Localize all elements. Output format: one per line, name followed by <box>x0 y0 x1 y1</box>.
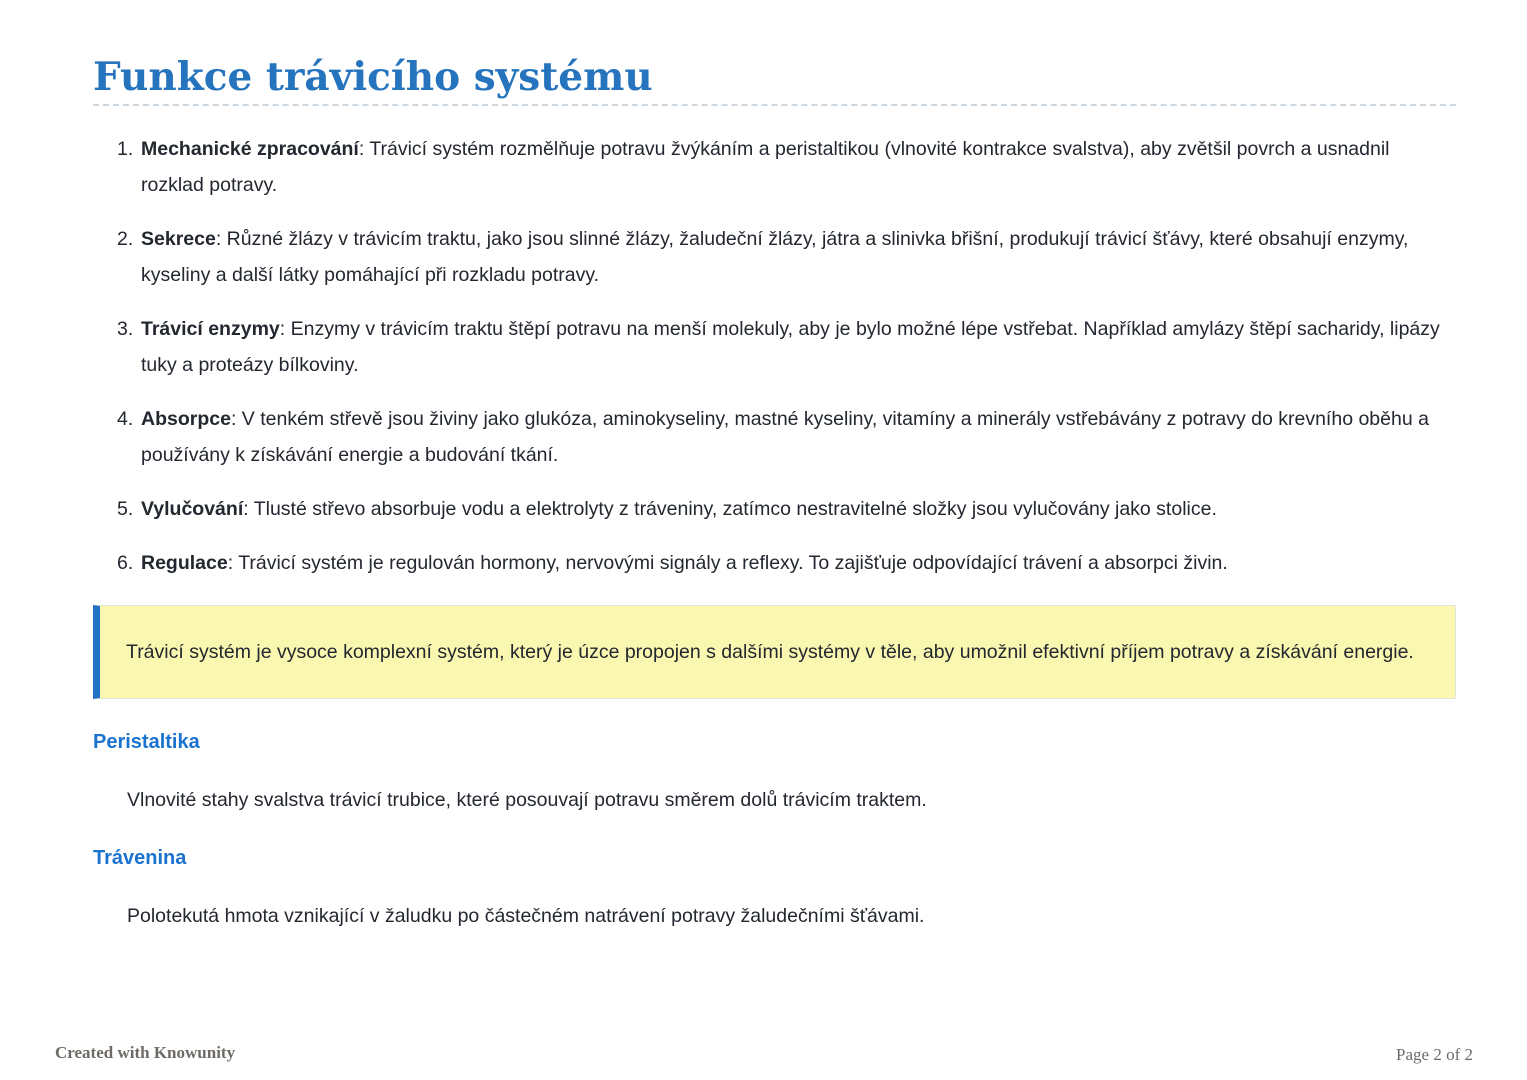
numbered-list <box>93 131 1456 581</box>
list-item-term: Mechanické zpracování <box>141 138 359 160</box>
list-item <box>117 221 1456 293</box>
list-item <box>117 311 1456 383</box>
list-item-number: 6. <box>117 552 134 574</box>
list-item-term: Regulace <box>141 552 228 574</box>
section-text: Vlnovité stahy svalstva trávicí trubice, které posouvají potravu směrem dolů trávicím traktem. <box>127 789 927 811</box>
section-heading-peristaltika: Peristaltika <box>93 731 200 753</box>
list-item-term: Sekrece <box>141 228 216 250</box>
list-item-number: 3. <box>117 318 134 340</box>
list-item-number: 4. <box>117 408 134 430</box>
term-separator: : <box>230 408 242 430</box>
list-item-term: Trávicí enzymy <box>141 318 280 340</box>
list-item-number: 1. <box>117 138 134 160</box>
list-item-body: Trávicí systém je regulován hormony, nervovými signály a reflexy. To zajišťuje odpovídající trávení a absorpci živin. <box>238 552 1228 574</box>
term-separator: : <box>279 318 291 340</box>
list-item-term: Vylučování <box>141 498 244 520</box>
section-heading-travenina: Trávenina <box>93 847 187 869</box>
list-item-text <box>141 131 1456 203</box>
list-item <box>117 491 1456 527</box>
list-item-text <box>141 311 1456 383</box>
list-item <box>117 545 1456 581</box>
term-separator: : <box>215 228 227 250</box>
list-item-text <box>141 401 1456 473</box>
section-text: Polotekutá hmota vznikající v žaludku po částečném natrávení potravy žaludečními šťávami. <box>127 905 925 927</box>
list-item-body: Tlusté střevo absorbuje vodu a elektrolyty z tráveniny, zatímco nestravitelné složky jsou vylučovány jako stolice. <box>253 498 1217 520</box>
list-item <box>117 401 1456 473</box>
list-item <box>117 131 1456 203</box>
term-separator: : <box>243 498 254 520</box>
list-item-body: Trávicí systém rozmělňuje potravu žvýkáním a peristaltikou (vlnovité kontrakce svalstva), aby zvětšil povrch a usnadnil rozklad potravy. <box>141 138 1390 196</box>
footer-branding: Created with Knowunity <box>55 1043 236 1062</box>
list-item-number: 2. <box>117 228 134 250</box>
list-item-term: Absorpce <box>141 408 231 430</box>
page-title: Funkce trávicího systému <box>93 55 1456 106</box>
list-item-text <box>141 491 1217 527</box>
list-item-number: 5. <box>117 498 134 520</box>
list-item-body: Enzymy v trávicím traktu štěpí potravu na menší molekuly, aby je bylo možné lépe vstřebat. Například amylázy štěpí sacharidy, lipázy tuky a proteázy bílkoviny. <box>141 318 1440 376</box>
footer-page-number: Page 2 of 2 <box>1396 1045 1473 1064</box>
list-item-text <box>141 221 1456 293</box>
list-item-text <box>141 545 1228 581</box>
term-separator: : <box>227 552 239 574</box>
list-item-body: V tenkém střevě jsou živiny jako glukóza, aminokyseliny, mastné kyseliny, vitamíny a minerály vstřebávány z potravy do krevního oběhu a používány k získávání energie a budování tkání. <box>141 408 1429 466</box>
list-item-body: Různé žlázy v trávicím traktu, jako jsou slinné žlázy, žaludeční žlázy, játra a slinivka břišní, produkují trávicí šťávy, které obsahují enzymy, kyseliny a další látky pomáhající při rozkladu potravy. <box>141 228 1409 286</box>
highlight-callout <box>93 605 1456 699</box>
term-separator: : <box>358 138 370 160</box>
document-page <box>93 55 1456 931</box>
callout-text: Trávicí systém je vysoce komplexní systém, který je úzce propojen s dalšími systémy v těle, aby umožnil efektivní příjem potravy a získávání energie. <box>126 641 1414 663</box>
